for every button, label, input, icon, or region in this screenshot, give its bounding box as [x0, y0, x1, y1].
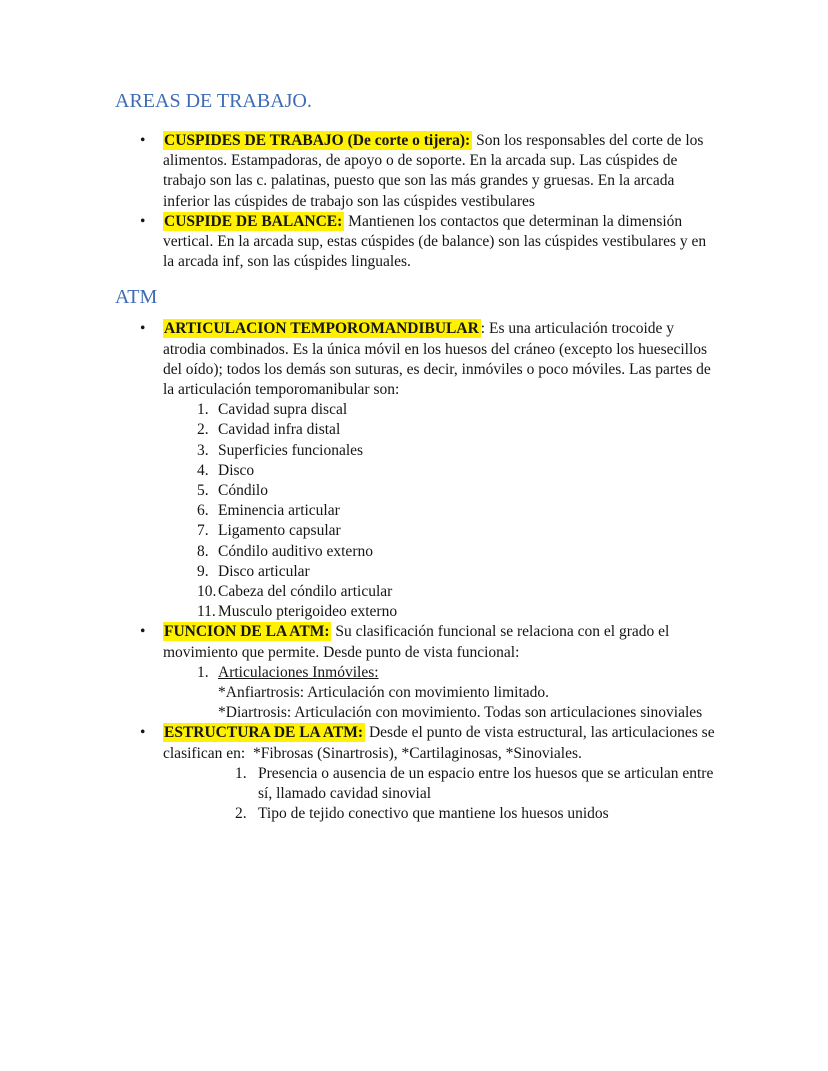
- item-number: 11.: [197, 603, 216, 621]
- heading-areas-de-trabajo: AREAS DE TRABAJO.: [115, 90, 312, 112]
- item-text: Eminencia articular: [218, 502, 340, 520]
- item-text: Cóndilo auditivo externo: [218, 542, 373, 560]
- bullet-icon: [115, 723, 163, 824]
- heading-atm: ATM: [115, 286, 158, 309]
- item-number: 1.: [235, 764, 247, 782]
- numbered-item: [197, 521, 716, 541]
- item-text: Cabeza del cóndilo articular: [218, 583, 393, 601]
- document-content: [115, 0, 719, 825]
- bullet-text: : Es una articulación trocoide y atrodia combinados. Es la única móvil en los huesos del cráneo (excepto los huesecillos del oído); todos los demás son suturas, es decir, inmóviles o poco móviles. Las partes de la articulación temporomanibular son:: [163, 320, 715, 399]
- numbered-list-funcion: [163, 663, 716, 724]
- item-text: Disco articular: [218, 562, 310, 580]
- bullet-body: [163, 723, 719, 824]
- numbered-item: [197, 400, 716, 420]
- item-number: 1.: [197, 401, 209, 419]
- item-number: 4.: [197, 461, 209, 479]
- numbered-list-atm-parts: [163, 400, 716, 622]
- numbered-item: [197, 501, 716, 521]
- item-text: Superficies funcionales: [218, 441, 364, 459]
- numbered-item: [197, 542, 716, 562]
- numbered-item: [197, 562, 716, 582]
- item-number: 2.: [197, 421, 209, 439]
- bullet-body: [163, 622, 716, 723]
- bullet-text: Desde el punto de vista estructural, las articulaciones se clasifican en: *Fibrosas (Sinartrosis), *Cartilaginosas, *Sinoviales.: [163, 724, 719, 762]
- numbered-item: [197, 441, 716, 461]
- bullet-item-articulacion-temporomandibular: [115, 319, 716, 622]
- bullet-text: Mantienen los contactos que determinan la dimensión vertical. En la arcada sup, estas cúspides (de balance) son las cúspides vestibulares y en la arcada inf, son las cúspides linguales.: [163, 212, 711, 271]
- bullet-item-cuspides-de-trabajo: [115, 131, 716, 212]
- highlight-term: FUNCION DE LA ATM:: [164, 623, 330, 641]
- item-text: Tipo de tejido conectivo que mantiene los huesos unidos: [258, 805, 609, 823]
- item-text: Presencia o ausencia de un espacio entre los huesos que se articulan entre sí, llamado cavidad sinovial: [258, 764, 714, 803]
- bullet-body: [163, 319, 716, 622]
- bullet-icon: [115, 319, 163, 622]
- underlined-term: Articulaciones Inmóviles:: [218, 663, 379, 681]
- bullet-icon: [115, 131, 163, 212]
- bullet-text: Son los responsables del corte de los alimentos. Estampadoras, de apoyo o de soporte. En la arcada sup. Las cúspides de trabajo son las c. palatinas, puesto que son las más grandes y gruesas. En la arcada inferior las cúspides de trabajo son las cúspides vestibulares: [163, 132, 708, 210]
- item-number: 6.: [197, 502, 209, 520]
- sub-item-anfiartrosis: *Anfiartrosis: Articulación con movimiento limitado.: [218, 684, 550, 702]
- item-text: Cavidad infra distal: [218, 421, 341, 439]
- item-text: Musculo pterigoideo externo: [218, 603, 398, 621]
- bullet-item-cuspide-de-balance: [115, 212, 716, 273]
- bullet-icon: [115, 622, 163, 723]
- numbered-item: [197, 461, 716, 481]
- highlight-term: CUSPIDE DE BALANCE:: [164, 212, 343, 230]
- item-text: Cóndilo: [218, 482, 268, 500]
- bullet-text: Su clasificación funcional se relaciona con el grado el movimiento que permite. Desde punto de vista funcional:: [163, 623, 674, 661]
- numbered-item: [235, 764, 716, 804]
- item-number: 9.: [197, 562, 209, 580]
- highlight-term: CUSPIDES DE TRABAJO (De corte o tijera):: [164, 132, 471, 149]
- item-number: 2.: [235, 805, 247, 823]
- numbered-item: [197, 663, 716, 683]
- numbered-item: [197, 420, 716, 440]
- highlight-term: ARTICULACION TEMPOROMANDIBULAR: [164, 320, 479, 338]
- numbered-item: [235, 804, 716, 824]
- numbered-list-estructura: [163, 764, 716, 825]
- item-text: Disco: [218, 461, 255, 479]
- bullet-body: [163, 131, 716, 212]
- item-number: 7.: [197, 522, 209, 540]
- item-text: Cavidad supra discal: [218, 401, 348, 419]
- item-number: 1.: [197, 663, 209, 681]
- item-number: 5.: [197, 482, 209, 500]
- numbered-item: [197, 481, 716, 501]
- item-number: 3.: [197, 441, 209, 459]
- bullet-icon: [115, 212, 163, 273]
- bullet-item-estructura-de-la-atm: [115, 723, 719, 824]
- bullet-body: [163, 212, 716, 273]
- bullet-item-funcion-de-la-atm: [115, 622, 716, 723]
- highlight-term: ESTRUCTURA DE LA ATM:: [164, 724, 364, 742]
- numbered-item: [197, 602, 716, 622]
- item-text: Ligamento capsular: [218, 522, 341, 540]
- item-number: 10.: [197, 583, 217, 601]
- sub-item-diartrosis: *Diartrosis: Articulación con movimiento. Todas son articulaciones sinoviales: [218, 704, 703, 722]
- item-number: 8.: [197, 542, 209, 560]
- numbered-item: [197, 582, 716, 602]
